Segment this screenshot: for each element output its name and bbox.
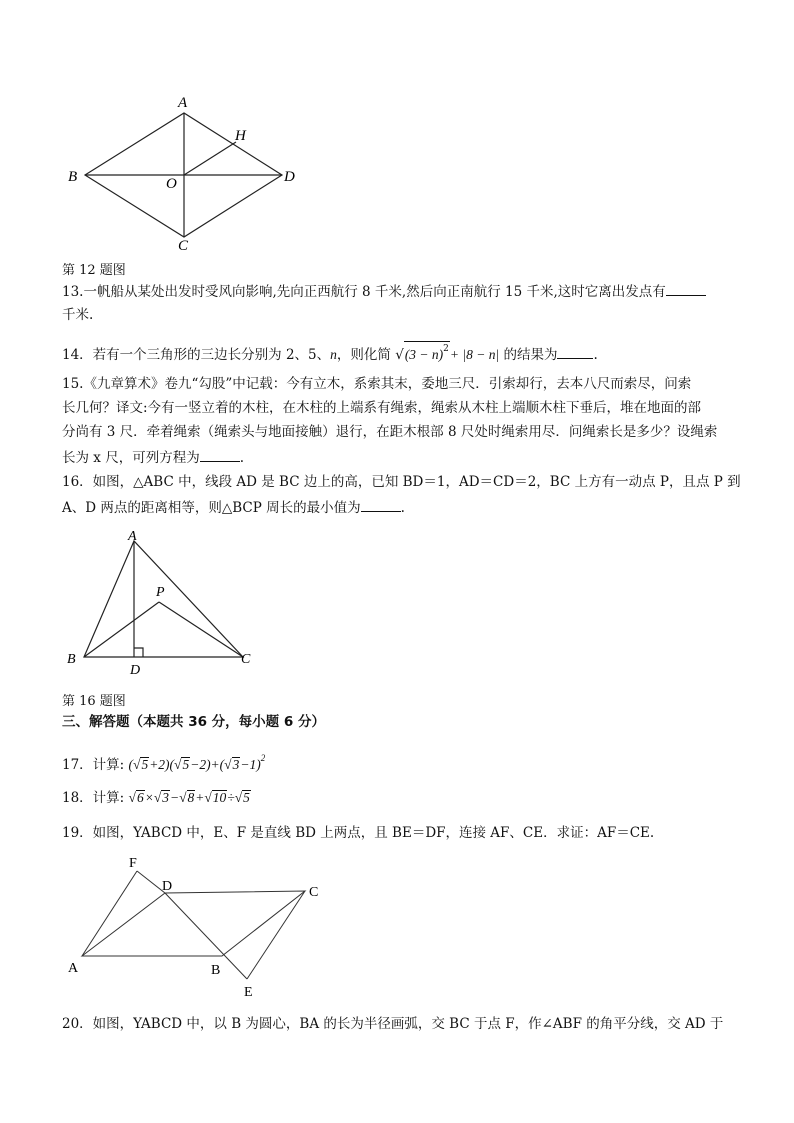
label-C: C — [309, 885, 319, 900]
q18-expression: √6×√3−√8+√10÷√5 — [128, 790, 250, 805]
figure-16-caption: 第 16 题图 — [62, 694, 126, 709]
q14-answer-blank[interactable] — [557, 344, 593, 359]
q14-expr-b: + |8 − n| — [449, 347, 500, 362]
q14-expression: $√(3 - n)^2+ |8 - n|$ — [395, 347, 499, 363]
q14-end: . — [593, 347, 598, 363]
label-O: O — [166, 176, 177, 192]
q14-exp: 2 — [443, 344, 449, 354]
label-B: B — [67, 652, 76, 667]
question-15-line2: 长几何？译文:今有一竖立着的木柱，在木柱的上端系有绳索，绳索从木柱上端顺木柱下垂后，堆在地面的部 — [62, 400, 702, 416]
q18-rad3: 8 — [187, 790, 195, 805]
label-D: D — [284, 169, 295, 185]
question-19: 19．如图，YABCD 中，E、F 是直线 BD 上两点，且 BE＝DF，连接 AF、CE．求证：AF＝CE. — [62, 825, 655, 841]
q17-prefix: 17．计算: — [62, 757, 125, 773]
question-17 — [62, 748, 265, 775]
q18-prefix: 18．计算: — [62, 790, 125, 806]
figure-12-rhombus — [60, 90, 320, 255]
label-C: C — [241, 652, 251, 667]
figure-16-triangle — [60, 530, 270, 680]
q16-end: . — [400, 500, 405, 516]
question-14 — [62, 341, 598, 365]
question-18 — [62, 788, 251, 808]
question-20: 20．如图，YABCD 中，以 B 为圆心，BA 的长为半径画弧，交 BC 于点 F，作∠ABF 的角平分线，交 AD 于 — [62, 1016, 724, 1032]
figure-12-caption: 第 12 题图 — [62, 263, 126, 278]
q17-rad2: 5 — [182, 757, 190, 772]
q17-rad1: 5 — [141, 757, 149, 772]
q18-rad4: 10 — [212, 790, 227, 805]
label-A: A — [128, 530, 137, 544]
q18-rad5: 5 — [243, 790, 250, 805]
question-13-cont: 千米. — [62, 307, 94, 323]
q16-answer-blank[interactable] — [361, 497, 401, 512]
label-D: D — [130, 663, 141, 678]
label-B: B — [211, 963, 221, 978]
label-E: E — [244, 985, 253, 1000]
q13-answer-blank[interactable] — [666, 281, 706, 296]
figure-19-parallelogram — [62, 848, 342, 1003]
question-15-line3: 分尚有 3 尺．牵着绳索（绳索头与地面接触）退行，在距木根部 8 尺处时绳索用尽．问绳索长是多少？设绳索 — [62, 424, 718, 440]
label-H: H — [235, 128, 246, 144]
q14-prefix: 14．若有一个三角形的三边长分别为 2、5、 — [62, 347, 331, 363]
q17-expression: $(√5+2)(√5-2)+(√3-1)^2$ — [128, 753, 266, 772]
q14-mid: ，则化简 — [336, 347, 391, 363]
section-3-heading: 三、解答题（本题共 36 分，每小题 6 分） — [62, 714, 325, 730]
label-C: C — [178, 238, 189, 254]
q14-expr-a: (3 − n) — [404, 347, 444, 362]
q16-line2-text: A、D 两点的距离相等，则△BCP 周长的最小值为 — [62, 500, 361, 516]
q14-var: n — [330, 347, 337, 362]
q14-suffix: 的结果为 — [503, 347, 558, 363]
question-15-line1: 15.《九章算术》卷九“勾股”中记载：今有立木，系索其末，委地三尺．引索却行，去本八尺而索尽，问索 — [62, 376, 692, 392]
q17-rad3: 3 — [232, 757, 240, 772]
label-B: B — [68, 169, 78, 185]
label-P: P — [156, 585, 165, 600]
q18-rad2: 3 — [162, 790, 169, 805]
q15-end: . — [239, 450, 244, 466]
q15-line4-text: 长为 x 尺，可列方程为 — [62, 450, 200, 466]
question-15-line4 — [62, 447, 244, 468]
question-16-line2 — [62, 497, 405, 518]
q15-answer-blank[interactable] — [200, 447, 240, 462]
label-D: D — [162, 879, 173, 894]
q18-rad1: 6 — [136, 790, 144, 805]
label-F: F — [129, 856, 137, 871]
label-A: A — [178, 95, 188, 111]
label-A: A — [68, 961, 79, 976]
q17-exp: 2 — [260, 753, 266, 763]
question-13 — [62, 281, 706, 302]
q13-line1: 13.一帆船从某处出发时受风向影响,先向正西航行 8 千米,然后向正南航行 15 千米,这时它离出发点有 — [62, 284, 666, 300]
question-16-line1: 16．如图，△ABC 中，线段 AD 是 BC 边上的高，已知 BD＝1，AD＝CD＝2，BC 上方有一动点 P，且点 P 到 — [62, 474, 741, 490]
